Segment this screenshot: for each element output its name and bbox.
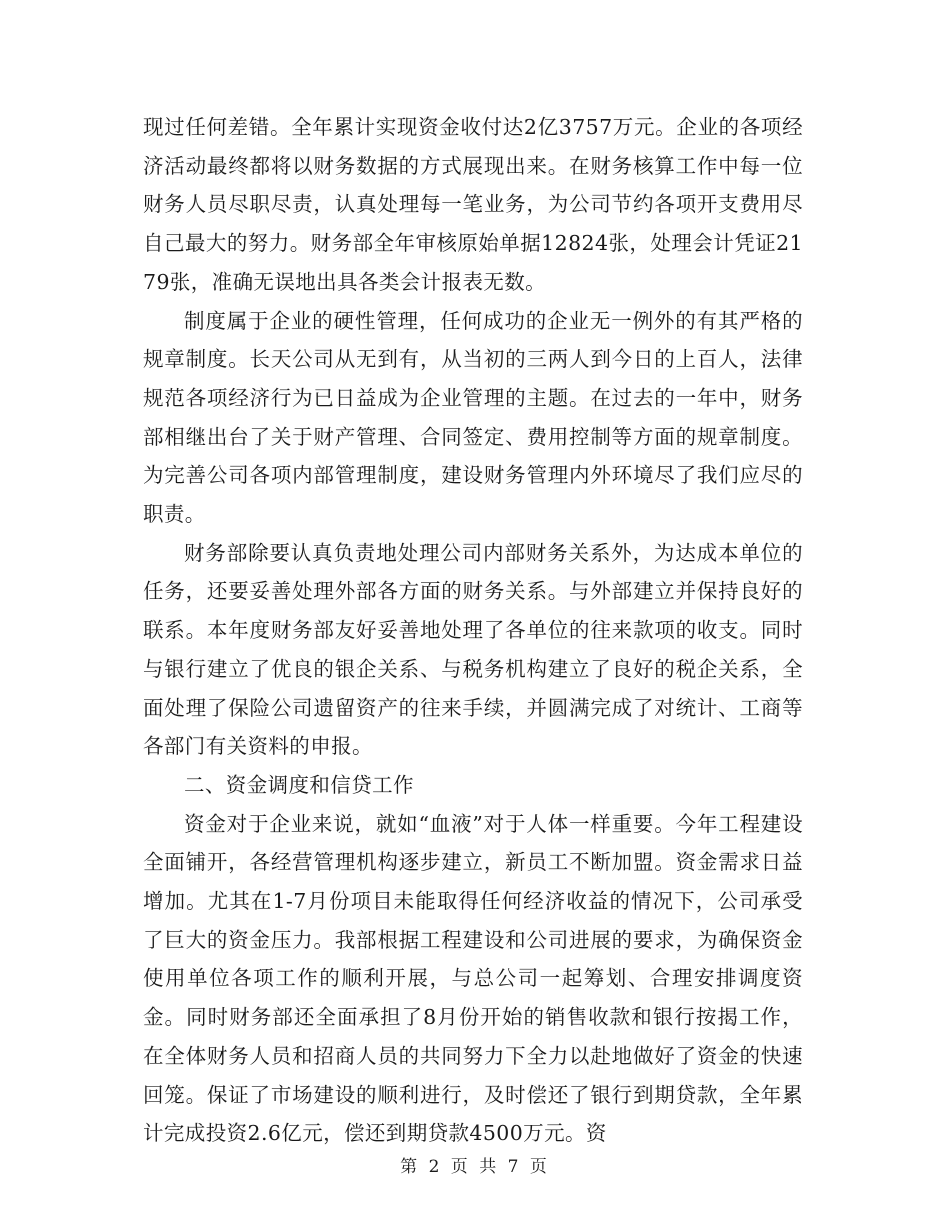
paragraph-continuation: 现过任何差错。全年累计实现资金收付达2亿3757万元。企业的各项经济活动最终都将以财务数据的方式展现出来。在财务核算工作中每一位财务人员尽职尽责，认真处理每一笔业务，为公司节约各项开支费用尽自己最大的努力。财务部全年审核原始单据12824张，处理会计凭证2179张，准确无误地出具各类会计报表无数。 — [143, 115, 803, 294]
paragraph-funds-scheduling: 资金对于企业来说，就如“血液”对于人体一样重要。今年工程建设全面铺开，各经营管理机构逐步建立，新员工不断加盟。资金需求日益增加。尤其在1-7月份项目未能取得任何经济收益的情况下，公司承受了巨大的资金压力。我部根据工程建设和公司进展的要求，为确保资金使用单位各项工作的顺利开展，与总公司一起筹划、合理安排调度资金。同时财务部还全面承担了8月份开始的销售收款和银行按揭工作，在全体财务人员和招商人员的共同努力下全力以赴地做好了资金的快速回笼。保证了市场建设的顺利进行，及时偿还了银行到期贷款，全年累计完成投资2.6亿元，偿还到期贷款4500万元。资 — [143, 811, 803, 1146]
document-body — [143, 108, 803, 1153]
section-heading: 二、资金调度和信贷工作 — [184, 772, 414, 797]
page-number-footer: 第 2 页 共 7 页 — [400, 1157, 550, 1177]
paragraph-external-relations: 财务部除要认真负责地处理公司内部财务关系外，为达成本单位的任务，还要妥善处理外部各方面的财务关系。与外部建立并保持良好的联系。本年度财务部友好妥善地处理了各单位的往来款项的收支。同时与银行建立了优良的银企关系、与税务机构建立了良好的税企关系，全面处理了保险公司遗留资产的往来手续，并圆满完成了对统计、工商等各部门有关资料的申报。 — [143, 540, 803, 759]
paragraph-regulations: 制度属于企业的硬性管理，任何成功的企业无一例外的有其严格的规章制度。长天公司从无到有，从当初的三两人到今日的上百人，法律规范各项经济行为已日益成为企业管理的主题。在过去的一年中，财务部相继出台了关于财产管理、合同签定、费用控制等方面的规章制度。为完善公司各项内部管理制度，建设财务管理内外环境尽了我们应尽的职责。 — [143, 308, 803, 527]
